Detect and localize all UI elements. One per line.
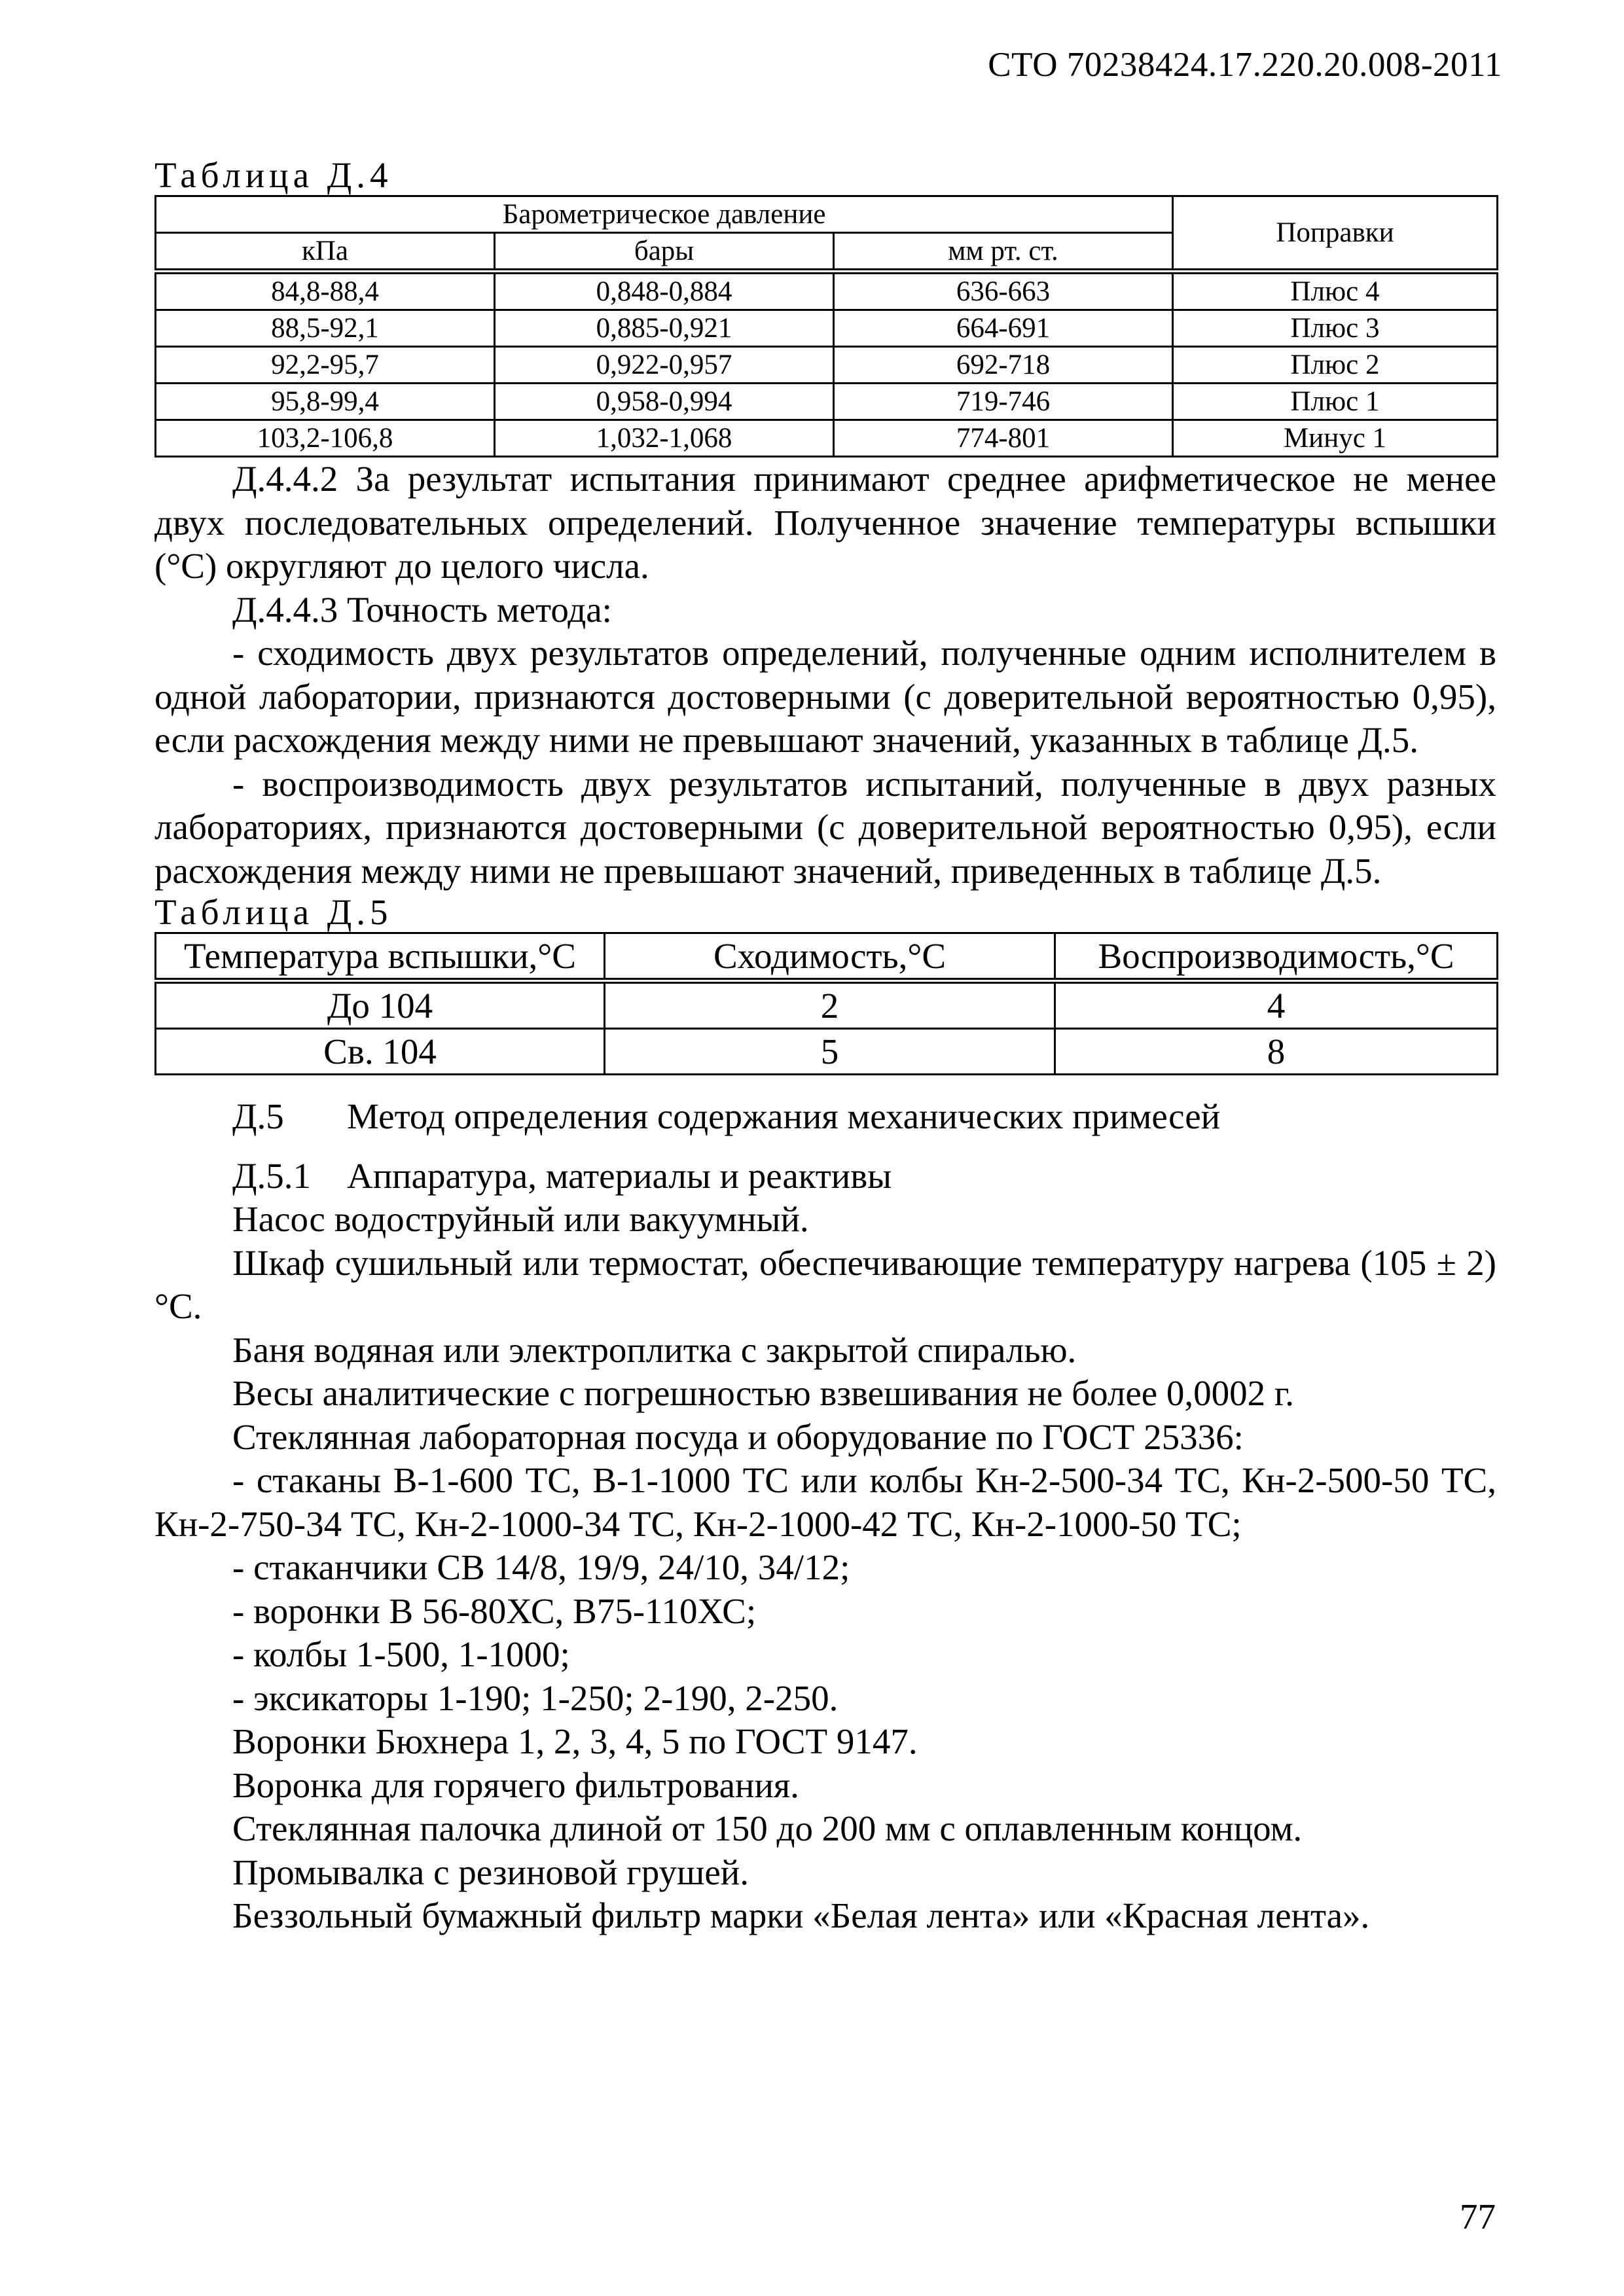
- table-group-header: Барометрическое давление: [156, 196, 1173, 233]
- list-item: - эксикаторы 1-190; 1-250; 2-190, 2-250.: [232, 1677, 839, 1718]
- table-header-corrections: Поправки: [1173, 196, 1498, 272]
- table-cell: 0,885-0,921: [495, 310, 834, 347]
- list-item: - стаканчики СВ 14/8, 19/9, 24/10, 34/12;: [232, 1547, 850, 1587]
- table-d4: [154, 195, 1498, 457]
- table-row: [156, 272, 1498, 310]
- section-heading-d5-1: [154, 1155, 1496, 1198]
- item-filter: Беззольный бумажный фильтр марки «Белая лента» или «Красная лента».: [232, 1895, 1370, 1935]
- table-cell: Плюс 2: [1173, 347, 1498, 384]
- doc-code-header: СТО 70238424.17.220.20.008-2011: [988, 46, 1502, 84]
- table-cell: Плюс 3: [1173, 310, 1498, 347]
- table-cell: 5: [605, 1029, 1055, 1075]
- paragraph-d4-4-3: Д.4.4.3 Точность метода:: [232, 589, 612, 630]
- table-cell: 664-691: [834, 310, 1173, 347]
- table-cell: Плюс 1: [1173, 384, 1498, 420]
- table-header-bar: бары: [495, 233, 834, 272]
- item-glassware: Стеклянная лабораторная посуда и оборудование по ГОСТ 25336:: [232, 1416, 1244, 1457]
- paragraph-d4-4-2: Д.4.4.2 За результат испытания принимают среднее арифметическое не менее двух последовательных определений. Полученное значение температуры вспышки (°С) округляют до целого числа.: [154, 459, 1496, 586]
- table-cell: 692-718: [834, 347, 1173, 384]
- table-cell: 0,848-0,884: [495, 272, 834, 310]
- item-hot-funnel: Воронка для горячего фильтрования.: [232, 1765, 799, 1805]
- section-number: Д.5: [232, 1096, 284, 1136]
- table-row: [156, 1029, 1498, 1075]
- table-row: [156, 981, 1498, 1029]
- table-cell: 95,8-99,4: [156, 384, 495, 420]
- item-pump: Насос водоструйный или вакуумный.: [232, 1199, 809, 1239]
- table-cell: 0,922-0,957: [495, 347, 834, 384]
- table-cell: До 104: [156, 981, 605, 1029]
- table-header-flash-temp: Температура вспышки,°С: [156, 933, 605, 981]
- table-row: [156, 420, 1498, 457]
- table-cell: 8: [1055, 1029, 1498, 1075]
- section-title: Аппаратура, материалы и реактивы: [347, 1155, 892, 1196]
- table-d4-caption: Таблица Д.4: [154, 155, 393, 195]
- table-row: [156, 310, 1498, 347]
- item-buchner: Воронки Бюхнера 1, 2, 3, 4, 5 по ГОСТ 9147.: [232, 1721, 918, 1761]
- table-cell: Св. 104: [156, 1029, 605, 1075]
- item-scales: Весы аналитические с погрешностью взвешивания не более 0,0002 г.: [232, 1373, 1295, 1413]
- table-d5-caption: Таблица Д.5: [154, 892, 393, 932]
- list-item: - воронки В 56-80ХС, В75-110ХС;: [232, 1590, 757, 1631]
- list-item: - стаканы В-1-600 ТС, В-1-1000 ТС или колбы Кн-2-500-34 ТС, Кн-2-500-50 ТС, Кн-2-750-34 ТС, Кн-2-1000-34 ТС, Кн-2-1000-42 ТС, Кн-2-1000-50 ТС;: [154, 1460, 1496, 1544]
- page-content: [154, 156, 1496, 1938]
- table-cell: 103,2-106,8: [156, 420, 495, 457]
- table-cell: 88,5-92,1: [156, 310, 495, 347]
- table-row: [156, 196, 1498, 233]
- table-header-repeatability: Сходимость,°С: [605, 933, 1055, 981]
- table-row: [156, 933, 1498, 981]
- item-glass-rod: Стеклянная палочка длиной от 150 до 200 мм с оплавленным концом.: [232, 1808, 1303, 1848]
- table-cell: 636-663: [834, 272, 1173, 310]
- table-cell: 4: [1055, 981, 1498, 1029]
- section-heading-d5: [154, 1095, 1496, 1139]
- section-title: Метод определения содержания механических примесей: [347, 1096, 1221, 1136]
- table-cell: 0,958-0,994: [495, 384, 834, 420]
- table-header-reproducibility: Воспроизводимость,°С: [1055, 933, 1498, 981]
- table-cell: Минус 1: [1173, 420, 1498, 457]
- table-cell: 84,8-88,4: [156, 272, 495, 310]
- table-cell: 774-801: [834, 420, 1173, 457]
- table-header-mmhg: мм рт. ст.: [834, 233, 1173, 272]
- table-row: [156, 384, 1498, 420]
- page-number: 77: [1460, 2197, 1496, 2236]
- table-cell: 2: [605, 981, 1055, 1029]
- table-cell: Плюс 4: [1173, 272, 1498, 310]
- section-number: Д.5.1: [232, 1155, 312, 1196]
- table-cell: 1,032-1,068: [495, 420, 834, 457]
- table-d5: [154, 932, 1498, 1075]
- item-washer: Промывалка с резиновой грушей.: [232, 1852, 749, 1892]
- table-header-kpa: кПа: [156, 233, 495, 272]
- paragraph-repeatability: - сходимость двух результатов определений, полученные одним исполнителем в одной лаборатории, признаются достоверными (с доверительной вероятностью 0,95), если расхождения между ними не превышают значений, указанных в таблице Д.5.: [154, 633, 1496, 760]
- item-oven: Шкаф сушильный или термостат, обеспечивающие температуру нагрева (105 ± 2)°С.: [154, 1242, 1496, 1326]
- table-row: [156, 347, 1498, 384]
- paragraph-reproducibility: - воспроизводимость двух результатов испытаний, полученные в двух разных лабораториях, признаются достоверными (с доверительной вероятностью 0,95), если расхождения между ними не превышают значений, приведенных в таблице Д.5.: [154, 763, 1496, 891]
- list-item: - колбы 1-500, 1-1000;: [232, 1634, 570, 1674]
- item-bath: Баня водяная или электроплитка с закрытой спиралью.: [232, 1329, 1077, 1370]
- table-cell: 719-746: [834, 384, 1173, 420]
- table-cell: 92,2-95,7: [156, 347, 495, 384]
